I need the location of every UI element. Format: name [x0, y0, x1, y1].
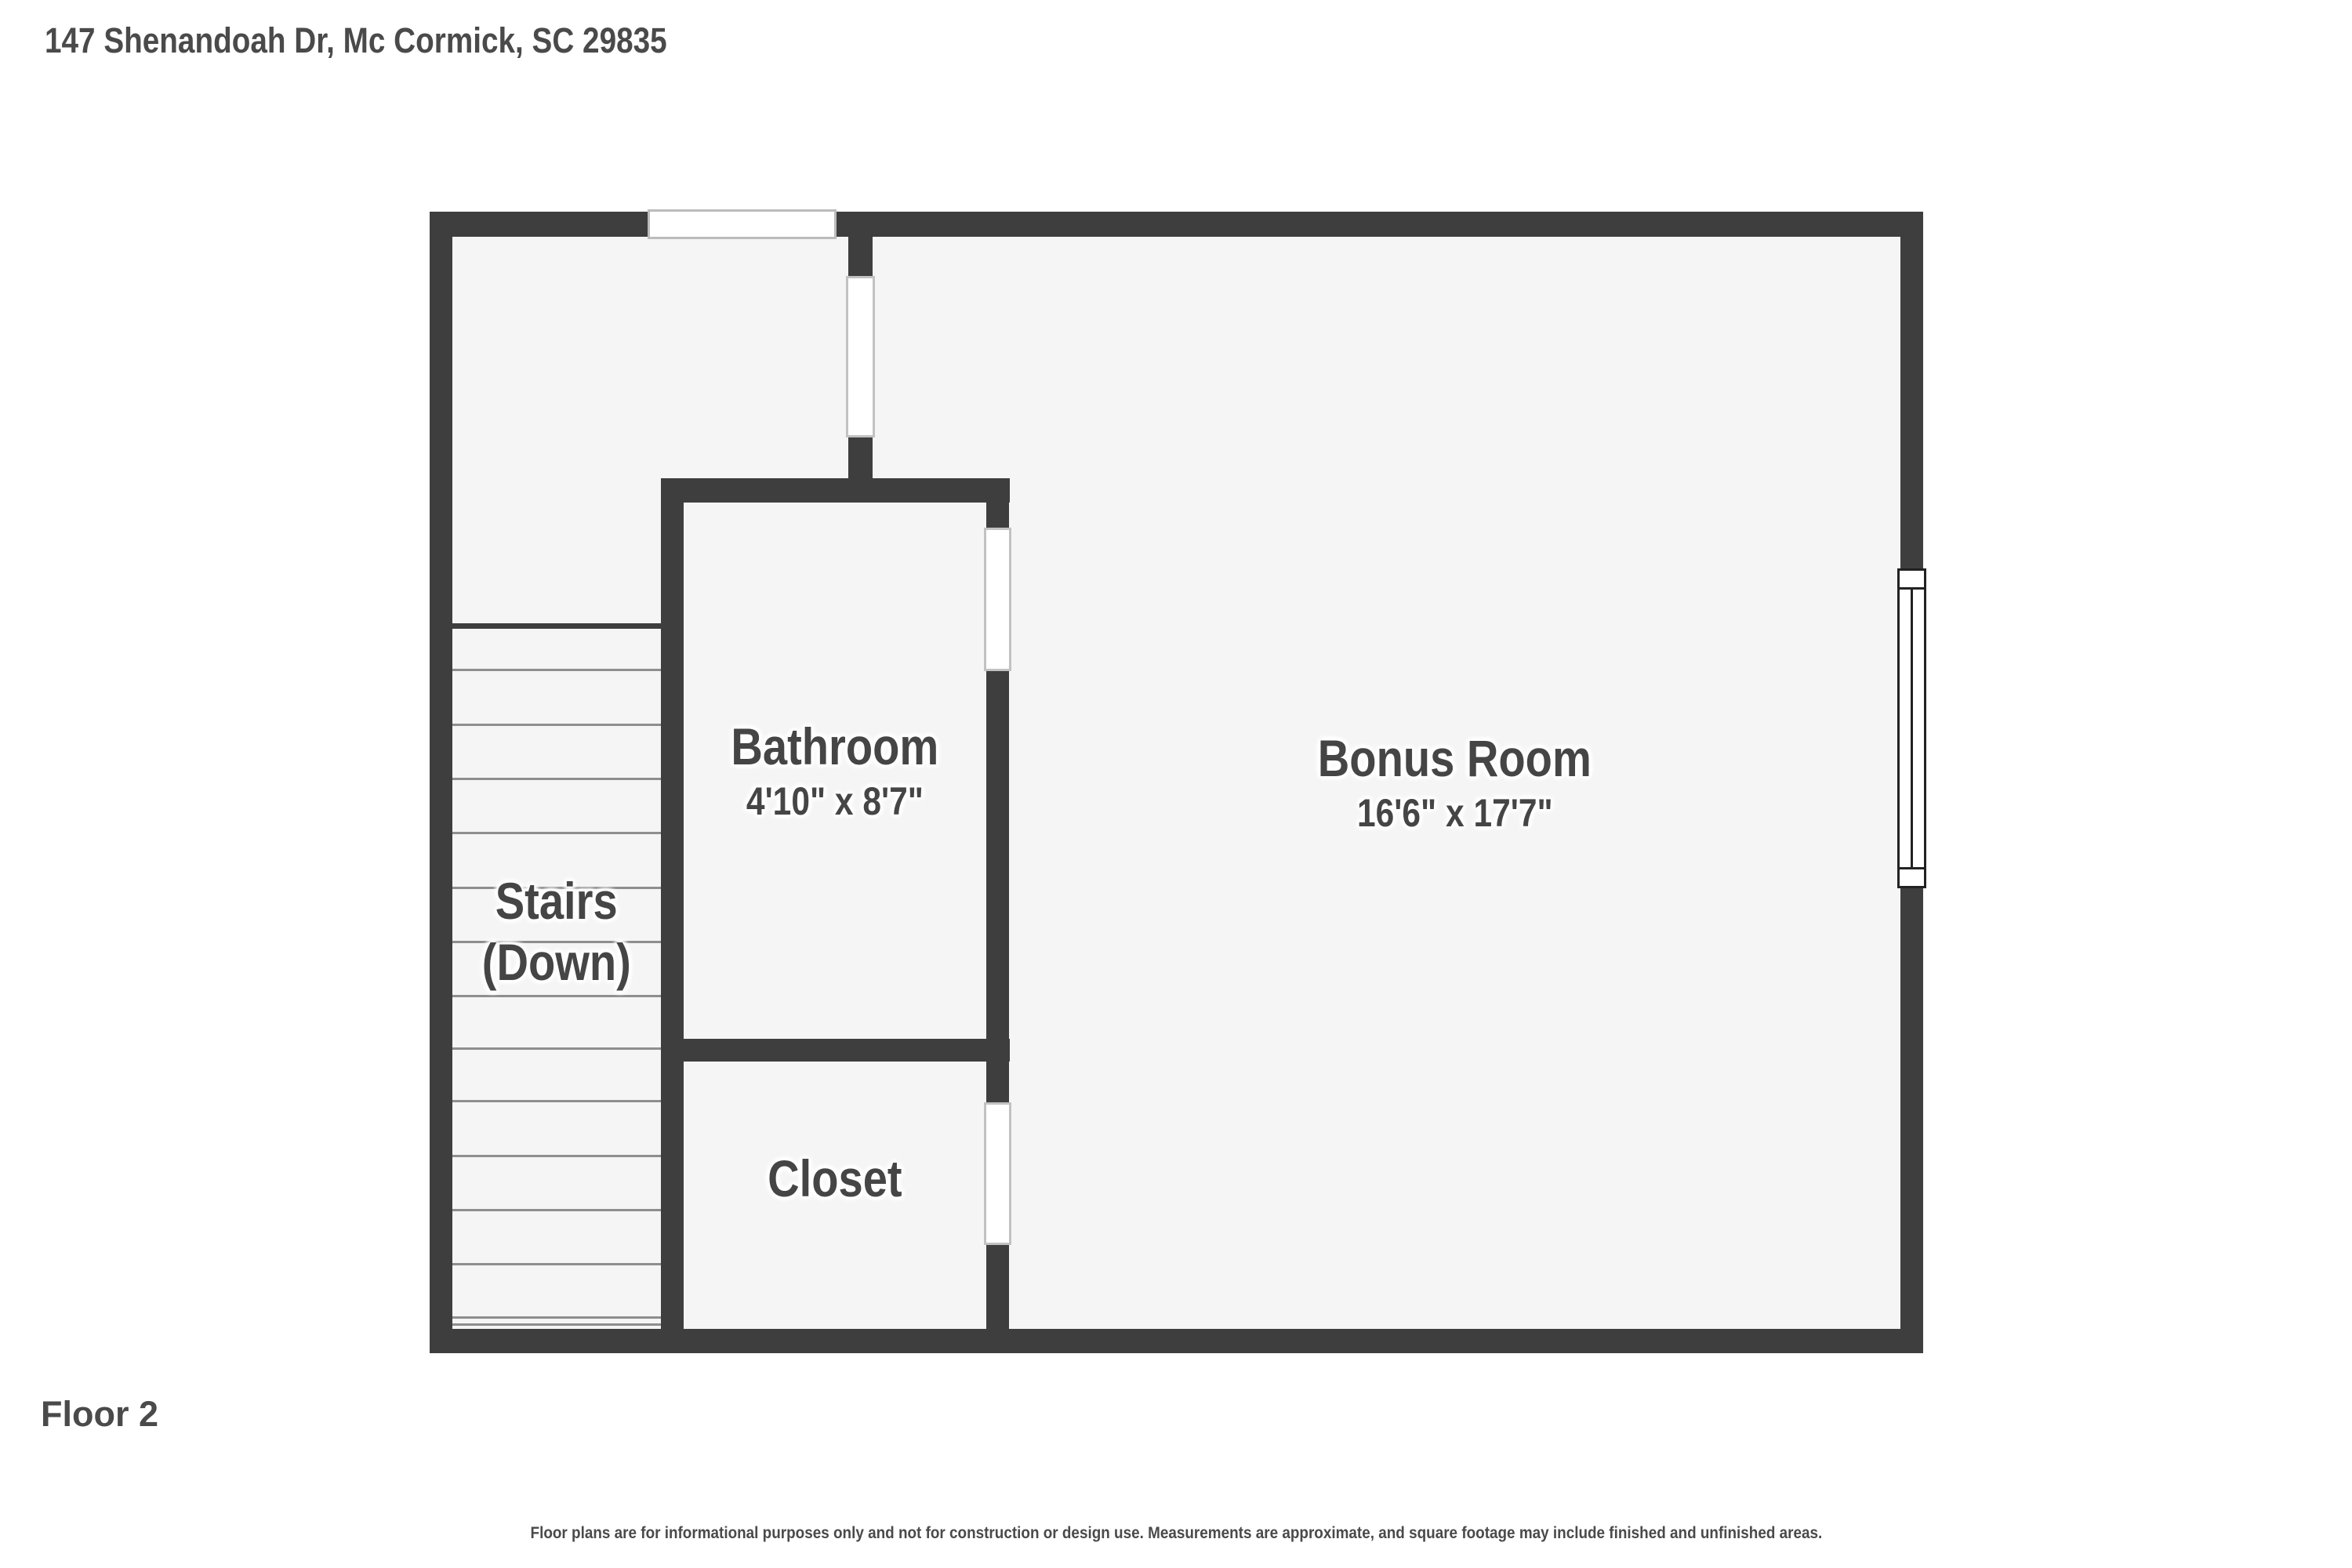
- stair-tread-line: [452, 887, 661, 889]
- disclaimer-text: Floor plans are for informational purposes only and not for construction or design use. Measurements are approximate, and square footage may include finished and unfinished areas.: [530, 1524, 1822, 1542]
- stairs-treads: [452, 623, 661, 1330]
- floor-label: Floor 2: [41, 1394, 159, 1434]
- stair-tread-line: [452, 1047, 661, 1050]
- stair-tread-line: [452, 1263, 661, 1265]
- page-title: 147 Shenandoah Dr, Mc Cormick, SC 29835: [45, 20, 667, 60]
- outer-wall-left: [430, 212, 452, 1353]
- stair-tread-line: [452, 832, 661, 834]
- bathroom-door-opening: [984, 528, 1011, 671]
- stairs-bathroom-closet-left-wall: [661, 478, 684, 1330]
- stair-tread-line: [452, 1100, 661, 1102]
- stairs-start-line: [452, 623, 661, 629]
- stair-tread-line: [452, 941, 661, 943]
- top-wall-window: [648, 209, 837, 239]
- outer-wall-bottom: [430, 1329, 1923, 1353]
- closet-name: Closet: [768, 1149, 902, 1207]
- stair-tread-line: [452, 1316, 661, 1319]
- bathroom-top-wall: [661, 478, 1010, 503]
- stair-tread-line: [452, 778, 661, 780]
- bonus-room-name: Bonus Room: [1317, 729, 1592, 787]
- hallway-door-opening: [846, 276, 875, 437]
- closet-door-opening: [984, 1102, 1011, 1245]
- disclaimer-row: [0, 1524, 2352, 1543]
- bathroom-dimensions: 4'10" x 8'7": [746, 779, 924, 823]
- bathroom-name: Bathroom: [731, 717, 939, 775]
- stair-tread-line: [452, 1155, 661, 1157]
- window-center-line: [1911, 590, 1913, 867]
- bonus-room-dimensions: 16'6" x 17'7": [1356, 791, 1553, 835]
- bathroom-closet-divider-wall: [661, 1039, 1010, 1062]
- stair-tread-line: [452, 669, 661, 671]
- stair-tread-line: [452, 995, 661, 997]
- window-frame-line: [1900, 867, 1924, 869]
- bonus-room-window: [1897, 568, 1926, 888]
- stair-tread-line: [452, 1323, 661, 1326]
- stairs-name: Stairs: [495, 871, 618, 930]
- stair-tread-line: [452, 724, 661, 726]
- stair-tread-line: [452, 1209, 661, 1211]
- stairs-direction: (Down): [481, 932, 632, 991]
